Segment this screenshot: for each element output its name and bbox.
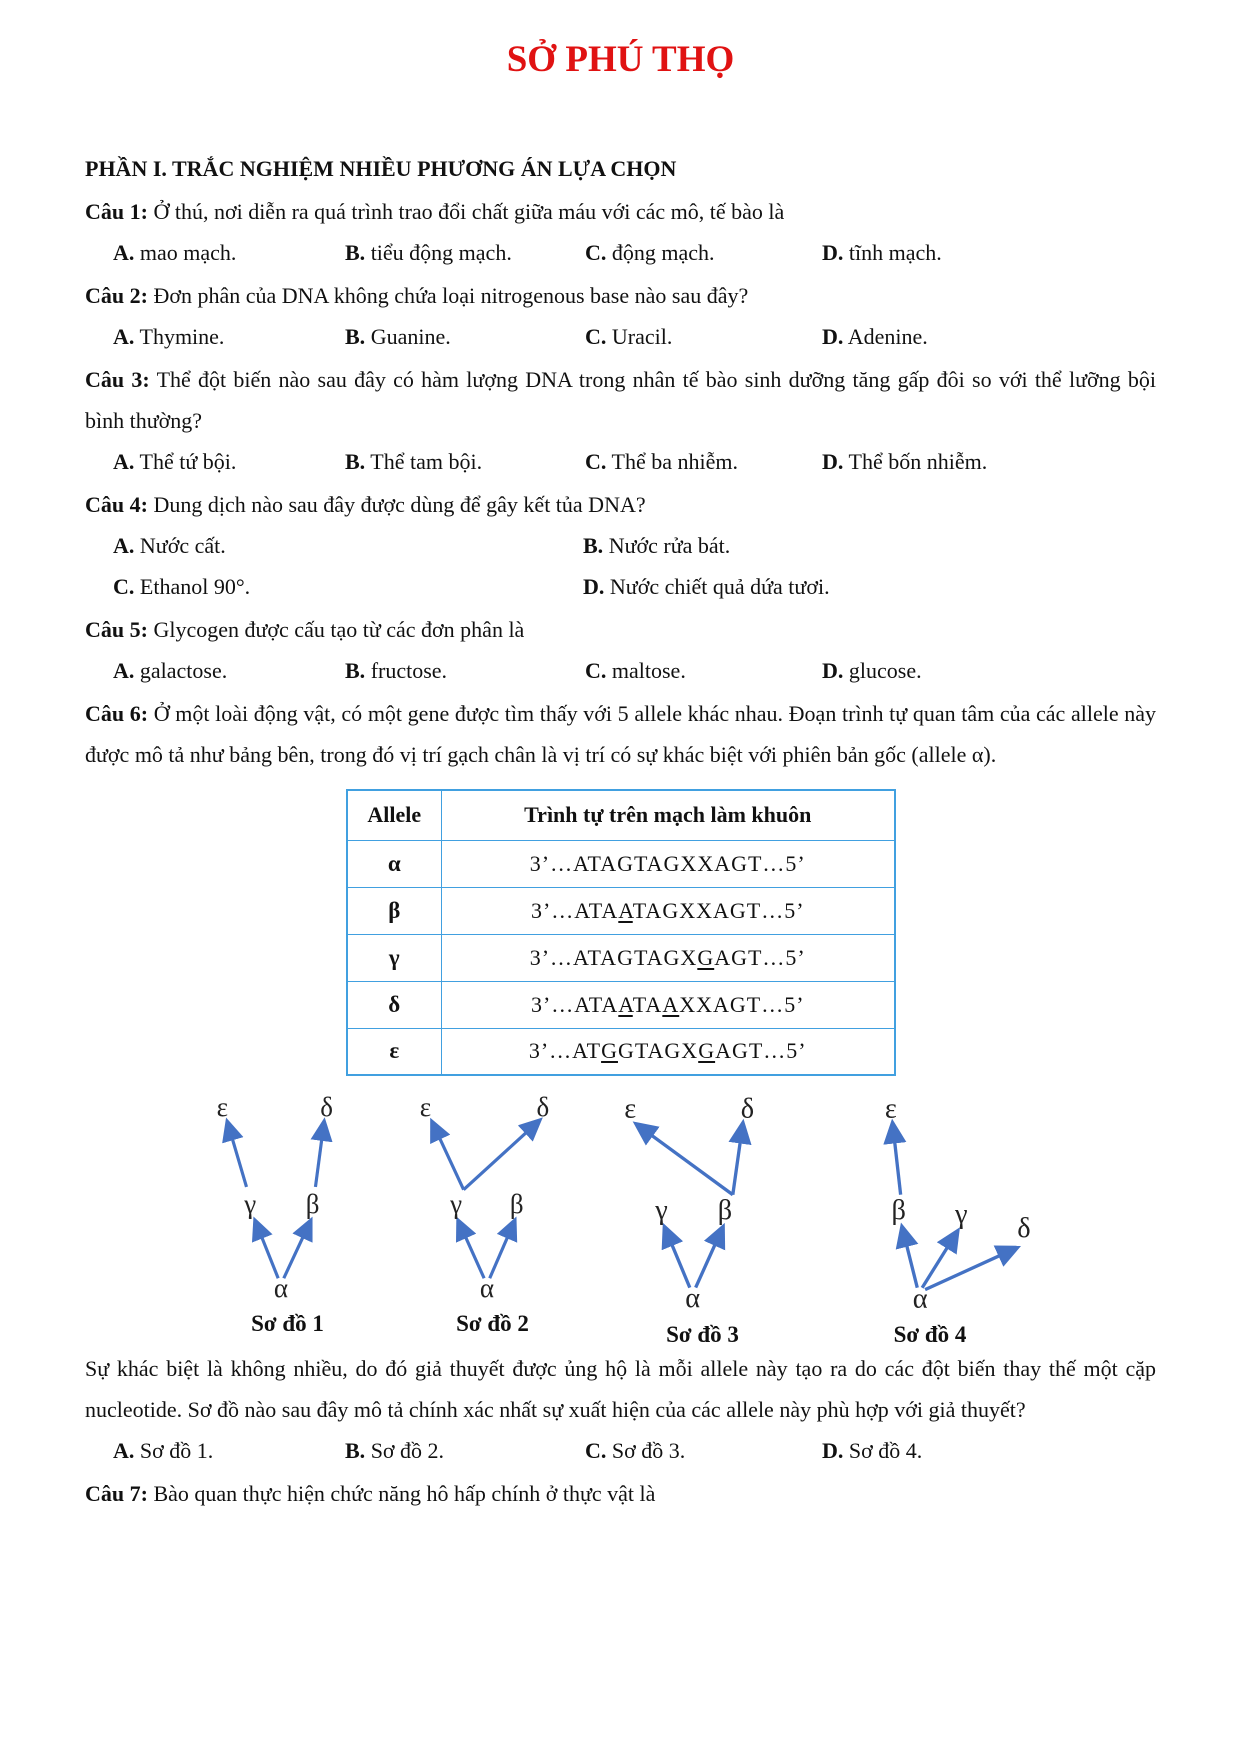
question-3-label: Câu 3: [85,367,150,392]
mutation-diagram-3 [595,1090,810,1348]
q3-option-d: D. Thể bốn nhiễm. [822,449,988,474]
q6-option-d: D. Sơ đồ 4. [822,1438,923,1463]
d1-node-alpha: α [273,1272,289,1303]
question-2-label: Câu 2: [85,283,148,308]
diagram-1-figure [185,1090,390,1309]
q2-option-d: D. Adenine. [822,324,928,349]
d4-node-epsilon: ε [884,1093,897,1125]
question-6-text: Ở một loài động vật, có một gene được tìm thấy với 5 allele khác nhau. Đoạn trình tự quan tâm của các allele này được mô tả như bảng bên, trong đó vị trí gạch chân là vị trí có sự khác biệt với phiên bản gốc (allele α). [85,701,1156,767]
allele-sequence: 3’…ATAGTAGXXAGT…5’ [442,840,895,887]
mutation-diagram-2 [390,1090,595,1337]
question-6-options [85,1430,1156,1471]
q4-option-b: B. Nước rửa bát. [583,533,731,558]
allele-sequence: 3’…ATAATAAXXAGT…5’ [442,981,895,1028]
allele-name: δ [347,981,442,1028]
diagram-3-figure [595,1090,810,1320]
question-6-continuation: Sự khác biệt là không nhiều, do đó giả thuyết được ủng hộ là mỗi allele này tạo ra do các đột biến thay thế một cặp nucleotide. Sơ đồ nào sau đây mô tả chính xác nhất sự xuất hiện của các allele này phù hợp với giả thuyết? [85,1356,1156,1422]
q1-option-b: B. tiểu động mạch. [345,240,512,265]
q6-option-a: A. Sơ đồ 1. [113,1438,214,1463]
question-6 [85,693,1156,1471]
question-5 [85,609,1156,691]
allele-sequence: 3’…ATAGTAGXGAGT…5’ [442,934,895,981]
q4-option-a: A. Nước cất. [113,533,226,558]
diagram-4-caption: Sơ đồ 4 [893,1322,967,1347]
allele-table-header-allele: Allele [347,790,442,840]
q1-option-d: D. tĩnh mạch. [822,240,942,265]
question-4-text: Dung dịch nào sau đây được dùng để gây kết tủa DNA? [153,492,646,517]
question-3-options [85,441,1156,482]
question-6-label: Câu 6: [85,701,149,726]
d3-node-delta: δ [740,1093,755,1125]
d2-node-gamma: γ [450,1189,463,1220]
diagram-3-caption: Sơ đồ 3 [666,1322,739,1347]
mutation-diagrams [85,1090,1156,1348]
question-1-label: Câu 1: [85,199,148,224]
question-4-options-row-2 [85,566,1156,607]
diagram-2-figure [390,1090,595,1309]
allele-name: ε [347,1028,442,1075]
d4-node-delta: δ [1017,1212,1031,1244]
q6-option-b: B. Sơ đồ 2. [345,1438,445,1463]
d1-node-epsilon: ε [216,1092,228,1123]
diagram-4-figure [810,1090,1050,1320]
q3-option-b: B. Thể tam bội. [345,449,483,474]
question-4-options-row-1 [85,525,1156,566]
d1-node-delta: δ [320,1092,334,1123]
question-7-text: Bào quan thực hiện chức năng hô hấp chính ở thực vật là [153,1481,656,1506]
question-3 [85,359,1156,482]
allele-table [346,789,896,1076]
allele-table-header [347,790,895,840]
question-2 [85,275,1156,357]
section-heading: PHẦN I. TRẮC NGHIỆM NHIỀU PHƯƠNG ÁN LỰA CHỌN [85,156,677,181]
d3-node-epsilon: ε [624,1093,637,1125]
q5-option-c: C. maltose. [585,658,686,683]
question-5-options [85,650,1156,691]
q1-option-c: C. động mạch. [585,240,715,265]
d3-node-beta: β [717,1195,733,1227]
d1-node-beta: β [305,1189,320,1220]
d2-node-epsilon: ε [419,1092,432,1123]
q2-option-a: A. Thymine. [113,324,225,349]
q4-option-c: C. Ethanol 90°. [113,574,251,599]
question-5-label: Câu 5: [85,617,148,642]
q1-option-a: A. mao mạch. [113,240,237,265]
question-1 [85,191,1156,273]
allele-row [347,887,895,934]
allele-row [347,934,895,981]
question-3-text: Thể đột biến nào sau đây có hàm lượng DNA trong nhân tế bào sinh dưỡng tăng gấp đôi so với thể lưỡng bội bình thường? [85,367,1156,433]
d3-node-alpha: α [685,1283,701,1315]
d4-node-beta: β [891,1195,906,1227]
mutation-diagram-1 [185,1090,390,1337]
question-7 [85,1473,1156,1514]
question-7-label: Câu 7: [85,1481,148,1506]
question-2-text: Đơn phân của DNA không chứa loại nitrogenous base nào sau đây? [153,283,749,308]
q4-option-d: D. Nước chiết quả dứa tươi. [583,574,830,599]
diagram-2-caption: Sơ đồ 2 [456,1311,529,1336]
allele-name: γ [347,934,442,981]
q2-option-b: B. Guanine. [345,324,451,349]
question-5-text: Glycogen được cấu tạo từ các đơn phân là [153,617,525,642]
allele-name: β [347,887,442,934]
question-4-label: Câu 4: [85,492,148,517]
d2-node-delta: δ [536,1092,550,1123]
question-4 [85,484,1156,607]
d3-node-gamma: γ [655,1195,668,1227]
question-2-options [85,316,1156,357]
question-1-options [85,232,1156,273]
q5-option-a: A. galactose. [113,658,228,683]
q6-option-c: C. Sơ đồ 3. [585,1438,686,1463]
allele-row [347,1028,895,1075]
allele-row [347,981,895,1028]
d2-node-beta: β [509,1189,524,1220]
diagram-1-caption: Sơ đồ 1 [251,1311,324,1336]
allele-name: α [347,840,442,887]
allele-table-body [347,840,895,1075]
allele-table-header-sequence: Trình tự trên mạch làm khuôn [442,790,895,840]
d1-node-gamma: γ [244,1189,257,1220]
mutation-diagram-4 [810,1090,1050,1348]
allele-sequence: 3’…ATGGTAGXGAGT…5’ [442,1028,895,1075]
allele-sequence: 3’…ATAATAGXXAGT…5’ [442,887,895,934]
q5-option-d: D. glucose. [822,658,922,683]
page-title: SỞ PHÚ THỌ [506,39,735,80]
q2-option-c: C. Uracil. [585,324,673,349]
q5-option-b: B. fructose. [345,658,448,683]
allele-row [347,840,895,887]
d2-node-alpha: α [479,1272,494,1303]
question-1-text: Ở thú, nơi diễn ra quá trình trao đổi chất giữa máu với các mô, tế bào là [153,199,785,224]
q3-option-a: A. Thể tứ bội. [113,449,237,474]
d4-node-gamma: γ [955,1199,968,1231]
q3-option-c: C. Thể ba nhiễm. [585,449,738,474]
d4-node-alpha: α [912,1283,928,1315]
